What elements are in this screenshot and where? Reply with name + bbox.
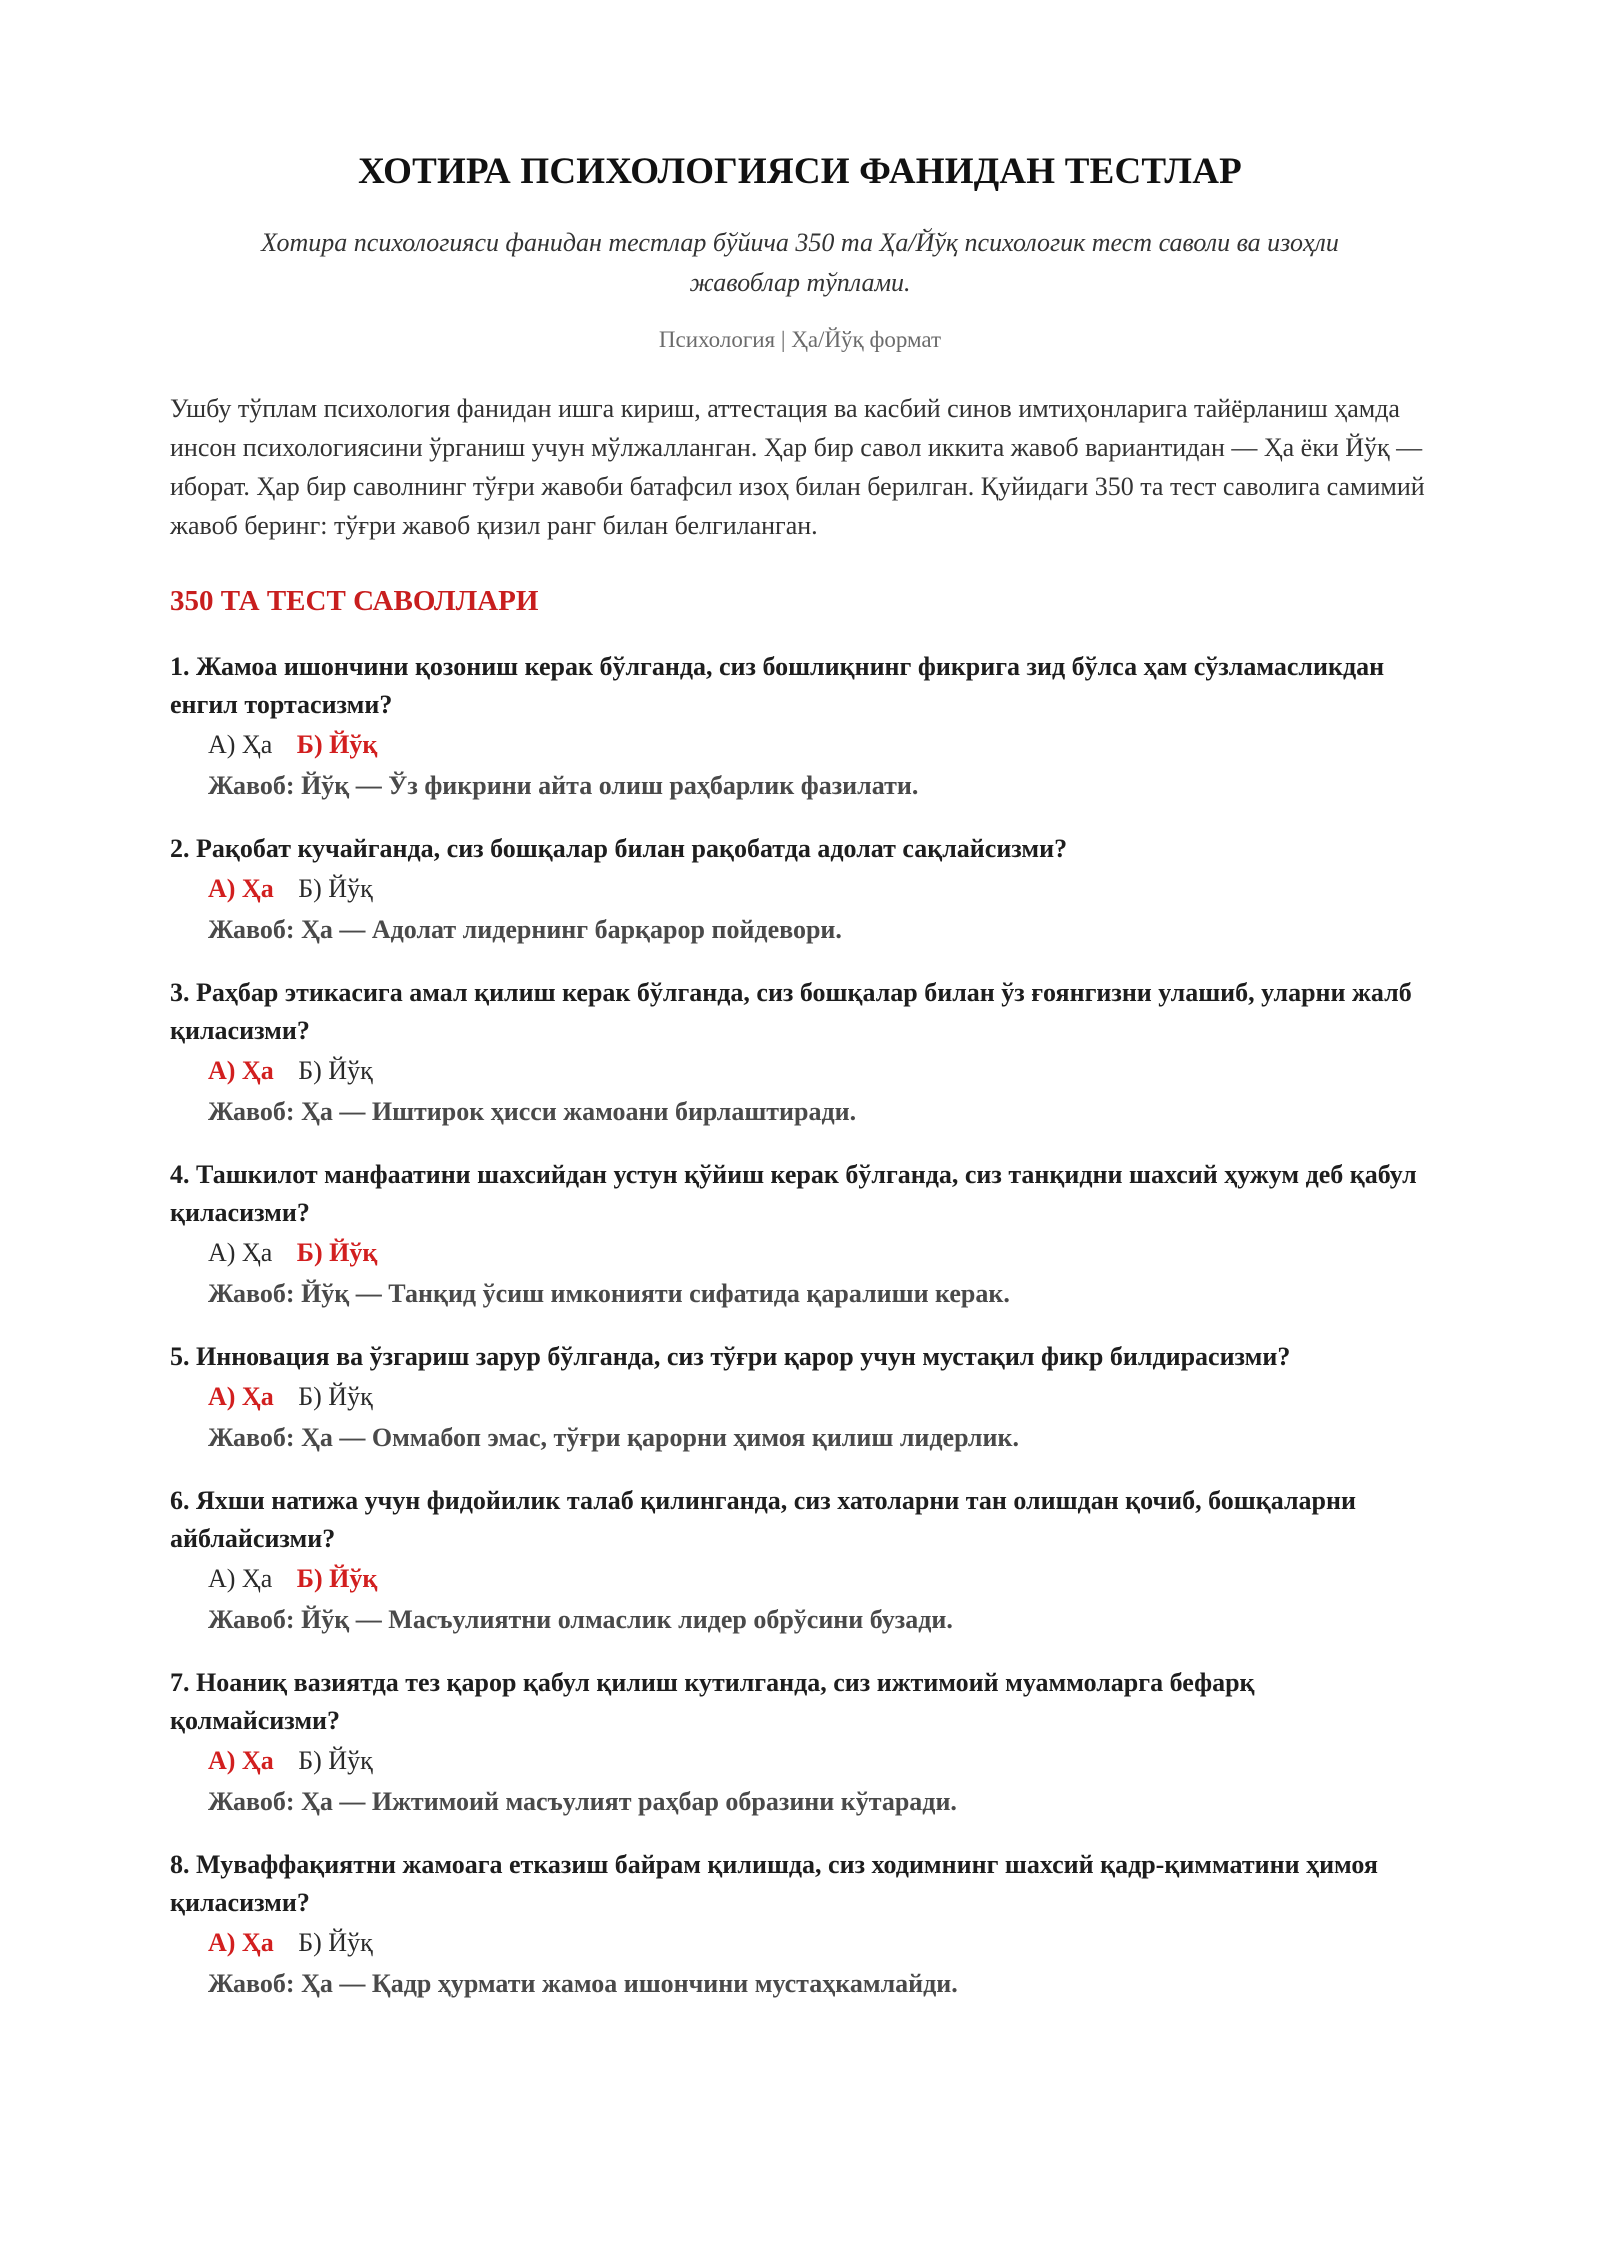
question-text: 7. Ноаниқ вазиятда тез қарор қабул қилиш кутилганда, сиз ижтимоий муаммоларга бефарқ қолмайсизми? <box>170 1668 1255 1735</box>
answer-options <box>170 868 1430 910</box>
option-a[interactable]: А) Ҳа <box>208 1382 274 1411</box>
answer-explanation: Жавоб: Ҳа — Қадр ҳурмати жамоа ишончини мустаҳкамлайди. <box>208 1969 958 1998</box>
option-a[interactable]: А) Ҳа <box>208 1564 273 1593</box>
answer-options <box>170 724 1430 766</box>
answer-explanation: Жавоб: Йўқ — Масъулиятни олмаслик лидер обрўсини бузади. <box>208 1605 953 1634</box>
option-a[interactable]: А) Ҳа <box>208 1928 274 1957</box>
question-text: 6. Яхши натижа учун фидойилик талаб қилинганда, сиз хатоларни тан олишдан қочиб, бошқаларни айблайсизми? <box>170 1486 1356 1553</box>
answer-options <box>170 1050 1430 1092</box>
option-b[interactable]: Б) Йўқ <box>296 1564 378 1593</box>
page-subtitle: Хотира психологияси фанидан тестлар бўйича 350 та Ҳа/Йўқ психологик тест саволи ва изоҳли жавоблар тўплами. <box>261 228 1339 297</box>
answer-options <box>170 1740 1430 1782</box>
option-b[interactable]: Б) Йўқ <box>298 1382 373 1411</box>
option-b[interactable]: Б) Йўқ <box>298 1746 373 1775</box>
option-a[interactable]: А) Ҳа <box>208 1746 274 1775</box>
question-item <box>170 1846 1430 2004</box>
question-text: 3. Раҳбар этикасига амал қилиш керак бўлганда, сиз бошқалар билан ўз ғоянгизни улашиб, уларни жалб қиласизми? <box>170 978 1412 1045</box>
category-meta: Психология | Ҳа/Йўқ формат <box>658 327 942 352</box>
answer-options <box>170 1376 1430 1418</box>
question-text: 1. Жамоа ишончини қозониш керак бўлганда, сиз бошлиқнинг фикрига зид бўлса ҳам сўзламасликдан енгил тортасизми? <box>170 652 1385 719</box>
option-b[interactable]: Б) Йўқ <box>298 1056 373 1085</box>
question-item <box>170 1482 1430 1640</box>
question-text: 8. Муваффақиятни жамоага етказиш байрам қилишда, сиз ходимнинг шахсий қадр-қимматини ҳимоя қиласизми? <box>170 1850 1378 1917</box>
question-item <box>170 1338 1430 1458</box>
question-item <box>170 1156 1430 1314</box>
answer-options <box>170 1922 1430 1964</box>
option-b[interactable]: Б) Йўқ <box>296 1238 378 1267</box>
question-text: 4. Ташкилот манфаатини шахсийдан устун қўйиш керак бўлганда, сиз танқидни шахсий ҳужум деб қабул қиласизми? <box>170 1160 1417 1227</box>
answer-explanation: Жавоб: Ҳа — Ижтимоий масъулият раҳбар образини кўтаради. <box>208 1787 957 1816</box>
option-b[interactable]: Б) Йўқ <box>296 730 378 759</box>
option-a[interactable]: А) Ҳа <box>208 730 273 759</box>
question-item <box>170 1664 1430 1822</box>
answer-explanation: Жавоб: Ҳа — Иштирок ҳисси жамоани бирлаштиради. <box>208 1097 857 1126</box>
question-item <box>170 830 1430 950</box>
option-b[interactable]: Б) Йўқ <box>298 1928 373 1957</box>
intro-paragraph: Ушбу тўплам психология фанидан ишга кириш, аттестация ва касбий синов имтиҳонларига тайёрланиш ҳамда инсон психологиясини ўрганиш учун мўлжалланган. Ҳар бир савол иккита жавоб вариантидан — Ҳа ёки Йўқ — иборат. Ҳар бир саволнинг тўғри жавоби батафсил изоҳ билан берилган. Қуйидаги 350 та тест саволига самимий жавоб беринг: тўғри жавоб қизил ранг билан белгиланган. <box>170 394 1425 540</box>
answer-explanation: Жавоб: Ҳа — Адолат лидернинг барқарор пойдевори. <box>208 915 842 944</box>
option-a[interactable]: А) Ҳа <box>208 1056 274 1085</box>
answer-explanation: Жавоб: Йўқ — Ўз фикрини айта олиш раҳбарлик фазилати. <box>208 771 919 800</box>
option-a[interactable]: А) Ҳа <box>208 1238 273 1267</box>
answer-options <box>170 1558 1430 1600</box>
section-title: 350 ТА ТЕСТ САВОЛЛАРИ <box>170 585 539 617</box>
page-title: ХОТИРА ПСИХОЛОГИЯСИ ФАНИДАН ТЕСТЛАР <box>358 151 1242 192</box>
option-a[interactable]: А) Ҳа <box>208 874 274 903</box>
question-text: 5. Инновация ва ўзгариш зарур бўлганда, сиз тўғри қарор учун мустақил фикр билдирасизми? <box>170 1342 1291 1371</box>
answer-explanation: Жавоб: Ҳа — Оммабоп эмас, тўғри қарорни ҳимоя қилиш лидерлик. <box>208 1423 1019 1452</box>
answer-explanation: Жавоб: Йўқ — Танқид ўсиш имконияти сифатида қаралиши керак. <box>208 1279 1010 1308</box>
question-item <box>170 648 1430 806</box>
question-text: 2. Рақобат кучайганда, сиз бошқалар билан рақобатда адолат сақлайсизми? <box>170 834 1068 863</box>
question-list <box>170 648 1430 2004</box>
question-item <box>170 974 1430 1132</box>
option-b[interactable]: Б) Йўқ <box>298 874 373 903</box>
answer-options <box>170 1232 1430 1274</box>
